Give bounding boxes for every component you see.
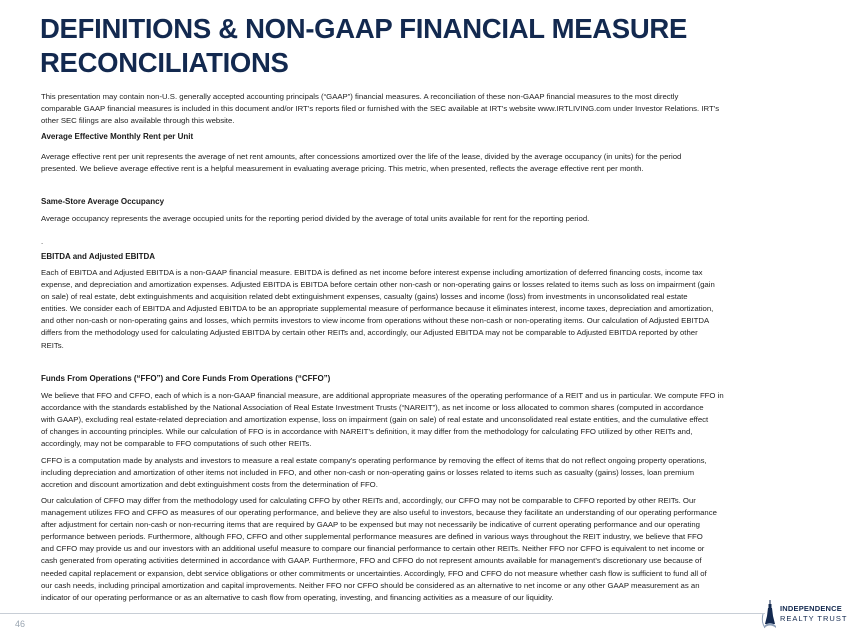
occupancy-paragraph [41,213,589,225]
stray-period: . [41,237,44,246]
text-line: and CFFO may provide us and our investors with an additional useful measure to compare our financial performance to certain other REITs. Neither FFO nor CFFO is equivalent to net income or [41,544,705,554]
footer-divider [0,613,765,614]
ffo-paragraph [41,390,724,450]
text-line: This presentation may contain non-U.S. generally accepted accounting principals (“GAAP”) financial measures. A reconciliation of these non-GAAP financial measures to the most directly [41,92,679,101]
rent-paragraph [41,151,681,175]
cffo-calculation-paragraph [41,495,717,604]
ebitda-paragraph [41,267,715,352]
text-line: differs from the methodology used for calculating Adjusted EBITDA by certain other REITs and, accordingly, our Adjusted EBITDA may not be comparable to Adjusted EBITDA reported by other [41,328,698,338]
text-line: needed capital replacement or expansion, debt service obligations or other commitments or uncertainties. Accordingly, FFO and CFFO do not measure whether cash flow is sufficient to fund all of [41,568,707,578]
text-line: Average effective rent per unit represents the average of net rent amounts, after concessions amortized over the life of the lease, divided by the average occupancy (in units) for the period [41,152,682,161]
text-line: of changes in accounting principles. While our calculation of FFO is in accordance with NAREIT’s definition, it may differ from the methodology for calculating FFO utilized by other REITs and, [41,427,693,437]
text-line: accretion and discount amortization and debt extinguishment costs from the determination of FFO. [41,480,378,490]
text-line: including depreciation and amortization of other items not included in FFO, and other non-cash or non-operating gains or losses related to items such as casualty (gains) losses, loan premium [41,468,695,478]
text-line: CFFO is a computation made by analysts and investors to measure a real estate company’s operating performance by removing the effect of items that do not reflect ongoing property operations, [41,456,707,465]
text-line: presented. We believe average effective rent is a helpful measurement in evaluating average pricing. This metric, when presented, reflects the average effective rent per month. [41,164,644,174]
text-line: Average occupancy represents the average occupied units for the reporting period divided by the average of total units available for rent for the reporting period. [41,214,590,223]
text-line: indicator of our operating performance or as an alternative to cash flow from operating, investing, and financing activities as a measure of our liquidity. [41,592,554,602]
text-line: on sale) of real estate, debt extinguishments and acquisition related debt extinguishment expenses, casualty (gains) losses and income (loss) from investments in unconsolidated real estate [41,292,688,302]
text-line: with GAAP), excluding real estate-related depreciation and amortization expense, loss on impairment (gain on sale) of real estate and unconsolidated real estate entities, and the cumulative effect [41,415,709,425]
text-line: and other non-cash or non-operating gains and losses, which permits investors to view income from operations without these non-cash or non-operating items. Our calculation of Adjusted EBITDA [41,316,710,326]
text-line: cash generated from operating activities determined in accordance with GAAP. Furthermore, FFO and CFFO do not represent amounts available for management’s discretionary use because of [41,556,702,566]
text-line: entities. We consider each of EBITDA and Adjusted EBITDA to be an appropriate supplemental measure of performance because it eliminates interest, income taxes, depreciation and amortization, [41,304,714,314]
text-line: accordance with the standards established by the National Association of Real Estate Investment Trusts (“NAREIT”), as net income or loss allocated to common shares (computed in accordance [41,403,704,413]
text-line: other SEC filings are also available through this website. [41,116,235,126]
intro-paragraph [41,91,719,127]
text-line: We believe that FFO and CFFO, each of which is a non-GAAP financial measure, are additional appropriate measures of the operating performance of a REIT and us in particular. We compute FFO in [41,391,724,400]
text-line: our cash needs, including principal amortization and capital improvements. Neither FFO nor CFFO should be considered as an alternative to net income or any other GAAP measurement as an [41,580,700,590]
logo-text-line-2: REALTY TRUST [780,614,848,623]
text-line: REITs. [41,340,64,350]
text-line: performance between periods. Furthermore, although FFO, CFFO and other supplemental performance measures are defined in various ways throughout the REIT industry, we believe that FFO [41,532,703,542]
logo-text-line-1: INDEPENDENCE [780,604,842,613]
text-line: Each of EBITDA and Adjusted EBITDA is a non-GAAP financial measure. EBITDA is defined as net income before interest expense including amortization of deferred financing costs, income tax [41,268,703,277]
text-line: comparable GAAP financial measures is included in this document and/or IRT’s reports filed or furnished with the SEC available at IRT’s website www.IRTLIVING.com under Investor Relations. IRT’s [41,104,720,114]
page-title-line-1: DEFINITIONS & NON-GAAP FINANCIAL MEASURE [40,13,688,44]
tower-icon [760,598,780,632]
page-title-line-2: RECONCILIATIONS [40,47,289,78]
page-number: 46 [15,619,26,629]
heading-ffo-cffo: Funds From Operations (“FFO”) and Core Funds From Operations (“CFFO”) [41,374,331,383]
page-title [40,12,687,80]
company-logo [760,598,850,634]
text-line: Our calculation of CFFO may differ from the methodology used for calculating CFFO by other REITs and, accordingly, our CFFO may not be comparable to CFFO reported by other REITs. Our [41,496,696,505]
heading-same-store-occupancy: Same-Store Average Occupancy [41,197,165,206]
text-line: after adjustment for certain non-cash or non-recurring items that are required by GAAP to be expensed but may not necessarily be indicative of current operating performance and our operating [41,520,700,530]
text-line: accordingly, may not be comparable to FFO computations of such other REITs. [41,439,312,449]
cffo-paragraph [41,455,707,491]
heading-ebitda: EBITDA and Adjusted EBITDA [41,252,156,261]
text-line: expense, and depreciation and amortization expenses. Adjusted EBITDA is EBITDA before certain other non-cash or non-operating gains or losses related to items such as loss on impairment (gain [41,280,715,290]
heading-average-effective-rent: Average Effective Monthly Rent per Unit [41,132,194,141]
text-line: management utilizes FFO and CFFO as measures of our operating performance, and believe they are also useful to investors, because they facilitate an understanding of our operating performance [41,508,717,518]
